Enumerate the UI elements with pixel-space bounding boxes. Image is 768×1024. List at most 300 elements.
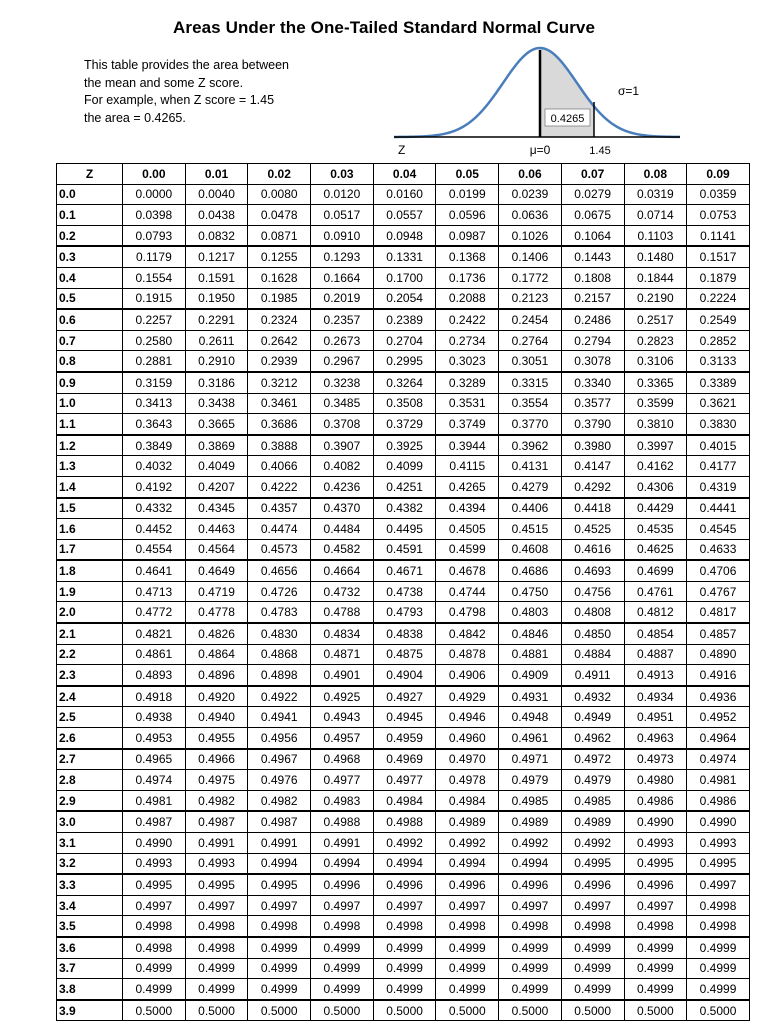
- area-cell: 0.4918: [123, 686, 186, 707]
- area-cell: 0.1517: [687, 246, 750, 267]
- area-cell: 0.1700: [373, 267, 436, 288]
- area-cell: 0.3133: [687, 351, 750, 372]
- area-cell: 0.5000: [687, 1000, 750, 1021]
- area-cell: 0.0832: [185, 225, 248, 246]
- area-cell: 0.4998: [687, 895, 750, 916]
- area-cell: 0.4970: [436, 749, 499, 770]
- table-row: [57, 351, 750, 372]
- area-cell: 0.4999: [624, 937, 687, 958]
- header-z: Z: [57, 164, 123, 185]
- area-cell: 0.5000: [185, 1000, 248, 1021]
- area-cell: 0.0160: [373, 184, 436, 205]
- table-row: [57, 581, 750, 602]
- area-cell: 0.4959: [373, 728, 436, 749]
- area-cell: 0.0000: [123, 184, 186, 205]
- area-cell: 0.1808: [561, 267, 624, 288]
- area-cell: 0.4999: [436, 937, 499, 958]
- area-cell: 0.4991: [311, 833, 374, 854]
- area-cell: 0.2422: [436, 309, 499, 330]
- table-row: [57, 519, 750, 540]
- area-cell: 0.4989: [499, 811, 562, 832]
- area-cell: 0.4793: [373, 602, 436, 623]
- area-cell: 0.2190: [624, 288, 687, 309]
- area-cell: 0.4382: [373, 498, 436, 519]
- header-col: 0.03: [311, 164, 374, 185]
- area-cell: 0.4292: [561, 476, 624, 497]
- area-cell: 0.4941: [248, 707, 311, 728]
- area-cell: 0.4693: [561, 560, 624, 581]
- area-cell: 0.4998: [185, 916, 248, 937]
- area-cell: 0.4082: [311, 456, 374, 477]
- area-cell: 0.0987: [436, 225, 499, 246]
- area-cell: 0.4932: [561, 686, 624, 707]
- area-cell: 0.3389: [687, 372, 750, 393]
- area-cell: 0.4977: [373, 770, 436, 791]
- area-cell: 0.4999: [248, 937, 311, 958]
- area-cell: 0.4525: [561, 519, 624, 540]
- area-cell: 0.4987: [248, 811, 311, 832]
- area-cell: 0.3665: [185, 414, 248, 435]
- area-cell: 0.4726: [248, 581, 311, 602]
- area-cell: 0.4732: [311, 581, 374, 602]
- area-cell: 0.0753: [687, 205, 750, 226]
- z-value-cell: 1.4: [57, 476, 123, 497]
- area-cell: 0.4441: [687, 498, 750, 519]
- area-cell: 0.1141: [687, 225, 750, 246]
- z-value-cell: 1.9: [57, 581, 123, 602]
- area-cell: 0.1443: [561, 246, 624, 267]
- area-cell: 0.4207: [185, 476, 248, 497]
- area-cell: 0.4236: [311, 476, 374, 497]
- z-value-cell: 0.9: [57, 372, 123, 393]
- area-cell: 0.4582: [311, 539, 374, 560]
- area-cell: 0.4699: [624, 560, 687, 581]
- intro-line: For example, when Z score = 1.45: [84, 93, 275, 107]
- area-cell: 0.1026: [499, 225, 562, 246]
- area-cell: 0.0948: [373, 225, 436, 246]
- area-cell: 0.4938: [123, 707, 186, 728]
- area-cell: 0.4554: [123, 539, 186, 560]
- header-col: 0.06: [499, 164, 562, 185]
- area-cell: 0.4996: [311, 874, 374, 895]
- area-cell: 0.4265: [436, 476, 499, 497]
- z-value-cell: 1.6: [57, 519, 123, 540]
- area-cell: 0.4857: [687, 623, 750, 644]
- area-cell: 0.4999: [561, 958, 624, 979]
- area-cell: 0.1293: [311, 246, 374, 267]
- table-row: [57, 749, 750, 770]
- area-cell: 0.3461: [248, 393, 311, 414]
- area-cell: 0.4890: [687, 644, 750, 665]
- area-cell: 0.4573: [248, 539, 311, 560]
- area-cell: 0.3849: [123, 435, 186, 456]
- area-cell: 0.4994: [499, 853, 562, 874]
- area-cell: 0.4591: [373, 539, 436, 560]
- z-value-cell: 0.1: [57, 205, 123, 226]
- table-row: [57, 184, 750, 205]
- area-cell: 0.4998: [436, 916, 499, 937]
- area-cell: 0.4999: [311, 958, 374, 979]
- table-row: [57, 225, 750, 246]
- area-cell: 0.5000: [248, 1000, 311, 1021]
- table-row: [57, 728, 750, 749]
- area-cell: 0.0239: [499, 184, 562, 205]
- area-cell: 0.4992: [373, 833, 436, 854]
- area-cell: 0.4979: [499, 770, 562, 791]
- area-cell: 0.4649: [185, 560, 248, 581]
- area-cell: 0.4834: [311, 623, 374, 644]
- area-cell: 0.4394: [436, 498, 499, 519]
- area-cell: 0.4948: [499, 707, 562, 728]
- area-cell: 0.4997: [561, 895, 624, 916]
- area-cell: 0.2088: [436, 288, 499, 309]
- area-cell: 0.2291: [185, 309, 248, 330]
- table-row: [57, 393, 750, 414]
- area-cell: 0.4956: [248, 728, 311, 749]
- area-cell: 0.3315: [499, 372, 562, 393]
- area-cell: 0.4995: [123, 874, 186, 895]
- area-cell: 0.0793: [123, 225, 186, 246]
- area-cell: 0.3531: [436, 393, 499, 414]
- area-cell: 0.4545: [687, 519, 750, 540]
- area-cell: 0.4999: [624, 958, 687, 979]
- table-row: [57, 246, 750, 267]
- area-cell: 0.3869: [185, 435, 248, 456]
- header-col: 0.04: [373, 164, 436, 185]
- area-cell: 0.4319: [687, 476, 750, 497]
- area-cell: 0.4830: [248, 623, 311, 644]
- area-cell: 0.4999: [123, 979, 186, 1000]
- area-cell: 0.4998: [185, 937, 248, 958]
- area-cell: 0.4997: [499, 895, 562, 916]
- area-cell: 0.4982: [185, 790, 248, 811]
- area-cell: 0.1406: [499, 246, 562, 267]
- area-cell: 0.3413: [123, 393, 186, 414]
- area-cell: 0.2823: [624, 330, 687, 351]
- area-cell: 0.4995: [248, 874, 311, 895]
- table-row: [57, 853, 750, 874]
- area-cell: 0.4505: [436, 519, 499, 540]
- area-cell: 0.3554: [499, 393, 562, 414]
- area-cell: 0.4099: [373, 456, 436, 477]
- area-cell: 0.4750: [499, 581, 562, 602]
- area-cell: 0.2734: [436, 330, 499, 351]
- area-cell: 0.2704: [373, 330, 436, 351]
- area-cell: 0.4962: [561, 728, 624, 749]
- area-cell: 0.4987: [123, 811, 186, 832]
- table-row: [57, 979, 750, 1000]
- area-cell: 0.4756: [561, 581, 624, 602]
- z-point-label: 1.45: [589, 145, 611, 157]
- table-row: [57, 833, 750, 854]
- z-value-cell: 3.9: [57, 1000, 123, 1021]
- table-row: [57, 456, 750, 477]
- z-value-cell: 2.5: [57, 707, 123, 728]
- z-value-cell: 0.7: [57, 330, 123, 351]
- area-cell: 0.4999: [185, 979, 248, 1000]
- z-value-cell: 0.3: [57, 246, 123, 267]
- z-value-cell: 0.0: [57, 184, 123, 205]
- area-cell: 0.2257: [123, 309, 186, 330]
- area-cell: 0.4846: [499, 623, 562, 644]
- z-value-cell: 0.6: [57, 309, 123, 330]
- table-row: [57, 790, 750, 811]
- z-value-cell: 1.1: [57, 414, 123, 435]
- area-cell: 0.4345: [185, 498, 248, 519]
- area-cell: 0.3980: [561, 435, 624, 456]
- z-value-cell: 3.8: [57, 979, 123, 1000]
- area-cell: 0.0596: [436, 205, 499, 226]
- area-cell: 0.4599: [436, 539, 499, 560]
- area-cell: 0.3023: [436, 351, 499, 372]
- area-cell: 0.3264: [373, 372, 436, 393]
- area-cell: 0.4881: [499, 644, 562, 665]
- area-cell: 0.4991: [185, 833, 248, 854]
- area-cell: 0.4998: [311, 916, 374, 937]
- z-value-cell: 1.5: [57, 498, 123, 519]
- area-cell: 0.1103: [624, 225, 687, 246]
- area-cell: 0.3508: [373, 393, 436, 414]
- area-cell: 0.4992: [499, 833, 562, 854]
- area-cell: 0.4738: [373, 581, 436, 602]
- area-cell: 0.4656: [248, 560, 311, 581]
- area-cell: 0.3159: [123, 372, 186, 393]
- area-cell: 0.3599: [624, 393, 687, 414]
- area-cell: 0.4976: [248, 770, 311, 791]
- area-cell: 0.3621: [687, 393, 750, 414]
- area-cell: 0.0478: [248, 205, 311, 226]
- table-header-row: [57, 164, 750, 185]
- area-cell: 0.2910: [185, 351, 248, 372]
- area-cell: 0.3051: [499, 351, 562, 372]
- area-cell: 0.4955: [185, 728, 248, 749]
- area-cell: 0.4997: [311, 895, 374, 916]
- area-cell: 0.4989: [436, 811, 499, 832]
- area-cell: 0.4974: [687, 749, 750, 770]
- area-cell: 0.3790: [561, 414, 624, 435]
- area-cell: 0.2881: [123, 351, 186, 372]
- sigma-label: σ=1: [618, 84, 640, 98]
- z-value-cell: 1.8: [57, 560, 123, 581]
- area-cell: 0.4429: [624, 498, 687, 519]
- table-row: [57, 958, 750, 979]
- area-cell: 0.4927: [373, 686, 436, 707]
- area-cell: 0.3643: [123, 414, 186, 435]
- area-cell: 0.4808: [561, 602, 624, 623]
- area-cell: 0.0714: [624, 205, 687, 226]
- area-cell: 0.2642: [248, 330, 311, 351]
- area-cell: 0.2939: [248, 351, 311, 372]
- table-row: [57, 414, 750, 435]
- area-cell: 0.4015: [687, 435, 750, 456]
- area-cell: 0.4999: [123, 958, 186, 979]
- table-row: [57, 205, 750, 226]
- area-cell: 0.4964: [687, 728, 750, 749]
- header-col: 0.08: [624, 164, 687, 185]
- page-title: Areas Under the One-Tailed Standard Normal Curve: [172, 18, 596, 37]
- area-cell: 0.4817: [687, 602, 750, 623]
- area-cell: 0.0517: [311, 205, 374, 226]
- area-cell: 0.3944: [436, 435, 499, 456]
- area-cell: 0.4974: [123, 770, 186, 791]
- table-row: [57, 309, 750, 330]
- table-row: [57, 811, 750, 832]
- area-cell: 0.4671: [373, 560, 436, 581]
- area-cell: 0.4131: [499, 456, 562, 477]
- area-cell: 0.1591: [185, 267, 248, 288]
- area-cell: 0.4983: [311, 790, 374, 811]
- table-row: [57, 665, 750, 686]
- area-cell: 0.2517: [624, 309, 687, 330]
- area-cell: 0.4994: [248, 853, 311, 874]
- area-cell: 0.4332: [123, 498, 186, 519]
- area-cell: 0.4997: [248, 895, 311, 916]
- area-cell: 0.4998: [248, 916, 311, 937]
- z-value-cell: 2.3: [57, 665, 123, 686]
- area-cell: 0.3729: [373, 414, 436, 435]
- area-cell: 0.0438: [185, 205, 248, 226]
- area-cell: 0.1628: [248, 267, 311, 288]
- z-value-cell: 1.3: [57, 456, 123, 477]
- area-cell: 0.4767: [687, 581, 750, 602]
- area-cell: 0.4953: [123, 728, 186, 749]
- area-cell: 0.4484: [311, 519, 374, 540]
- area-cell: 0.0279: [561, 184, 624, 205]
- area-cell: 0.4946: [436, 707, 499, 728]
- header-col: 0.07: [561, 164, 624, 185]
- area-cell: 0.4495: [373, 519, 436, 540]
- z-value-cell: 0.8: [57, 351, 123, 372]
- area-cell: 0.4979: [561, 770, 624, 791]
- area-cell: 0.2157: [561, 288, 624, 309]
- area-cell: 0.4996: [499, 874, 562, 895]
- area-cell: 0.2673: [311, 330, 374, 351]
- area-cell: 0.4989: [561, 811, 624, 832]
- z-value-cell: 2.9: [57, 790, 123, 811]
- area-cell: 0.0040: [185, 184, 248, 205]
- area-cell: 0.4066: [248, 456, 311, 477]
- z-value-cell: 0.5: [57, 288, 123, 309]
- area-cell: 0.4980: [624, 770, 687, 791]
- area-cell: 0.1664: [311, 267, 374, 288]
- area-cell: 0.4987: [185, 811, 248, 832]
- area-cell: 0.4664: [311, 560, 374, 581]
- z-value-cell: 1.2: [57, 435, 123, 456]
- table-row: [57, 916, 750, 937]
- area-cell: 0.3212: [248, 372, 311, 393]
- area-cell: 0.4931: [499, 686, 562, 707]
- area-cell: 0.4994: [436, 853, 499, 874]
- area-cell: 0.4996: [624, 874, 687, 895]
- area-cell: 0.4192: [123, 476, 186, 497]
- area-cell: 0.1554: [123, 267, 186, 288]
- area-cell: 0.2454: [499, 309, 562, 330]
- area-cell: 0.4898: [248, 665, 311, 686]
- area-cell: 0.4706: [687, 560, 750, 581]
- table-row: [57, 686, 750, 707]
- area-cell: 0.4998: [561, 916, 624, 937]
- area-cell: 0.1217: [185, 246, 248, 267]
- area-cell: 0.4719: [185, 581, 248, 602]
- area-cell: 0.4032: [123, 456, 186, 477]
- area-cell: 0.4997: [373, 895, 436, 916]
- area-cell: 0.4996: [436, 874, 499, 895]
- area-cell: 0.4864: [185, 644, 248, 665]
- area-cell: 0.1480: [624, 246, 687, 267]
- area-cell: 0.0398: [123, 205, 186, 226]
- z-value-cell: 2.2: [57, 644, 123, 665]
- area-cell: 0.1950: [185, 288, 248, 309]
- area-cell: 0.4788: [311, 602, 374, 623]
- area-cell: 0.2486: [561, 309, 624, 330]
- area-cell: 0.2324: [248, 309, 311, 330]
- area-cell: 0.4868: [248, 644, 311, 665]
- z-table: [56, 163, 750, 1021]
- area-cell: 0.4913: [624, 665, 687, 686]
- area-cell: 0.4998: [123, 937, 186, 958]
- area-cell: 0.4887: [624, 644, 687, 665]
- area-cell: 0.4875: [373, 644, 436, 665]
- z-value-cell: 3.1: [57, 833, 123, 854]
- area-cell: 0.3997: [624, 435, 687, 456]
- area-cell: 0.4951: [624, 707, 687, 728]
- area-cell: 0.4986: [624, 790, 687, 811]
- area-cell: 0.4904: [373, 665, 436, 686]
- area-cell: 0.4929: [436, 686, 499, 707]
- area-cell: 0.4418: [561, 498, 624, 519]
- area-cell: 0.4990: [687, 811, 750, 832]
- z-value-cell: 2.8: [57, 770, 123, 791]
- area-cell: 0.4969: [373, 749, 436, 770]
- area-cell: 0.4940: [185, 707, 248, 728]
- area-cell: 0.4999: [499, 958, 562, 979]
- area-cell: 0.0557: [373, 205, 436, 226]
- area-cell: 0.4995: [624, 853, 687, 874]
- area-cell: 0.4306: [624, 476, 687, 497]
- area-cell: 0.4608: [499, 539, 562, 560]
- area-cell: 0.4993: [624, 833, 687, 854]
- area-cell: 0.3888: [248, 435, 311, 456]
- z-value-cell: 1.0: [57, 393, 123, 414]
- table-row: [57, 476, 750, 497]
- area-cell: 0.3925: [373, 435, 436, 456]
- table-row: [57, 707, 750, 728]
- area-cell: 0.4999: [248, 979, 311, 1000]
- table-row: [57, 602, 750, 623]
- table-row: [57, 623, 750, 644]
- area-label: 0.4265: [550, 113, 585, 125]
- area-cell: 0.3577: [561, 393, 624, 414]
- area-cell: 0.4949: [561, 707, 624, 728]
- z-axis-label: Z: [398, 143, 406, 157]
- area-cell: 0.3438: [185, 393, 248, 414]
- area-cell: 0.4988: [373, 811, 436, 832]
- area-cell: 0.4925: [311, 686, 374, 707]
- area-cell: 0.4854: [624, 623, 687, 644]
- header-col: 0.00: [123, 164, 186, 185]
- area-cell: 0.4641: [123, 560, 186, 581]
- area-cell: 0.4370: [311, 498, 374, 519]
- area-cell: 0.4985: [499, 790, 562, 811]
- area-cell: 0.3340: [561, 372, 624, 393]
- area-cell: 0.4991: [248, 833, 311, 854]
- area-cell: 0.4936: [687, 686, 750, 707]
- area-cell: 0.4279: [499, 476, 562, 497]
- area-cell: 0.1179: [123, 246, 186, 267]
- table-row: [57, 498, 750, 519]
- area-cell: 0.4957: [311, 728, 374, 749]
- area-cell: 0.4535: [624, 519, 687, 540]
